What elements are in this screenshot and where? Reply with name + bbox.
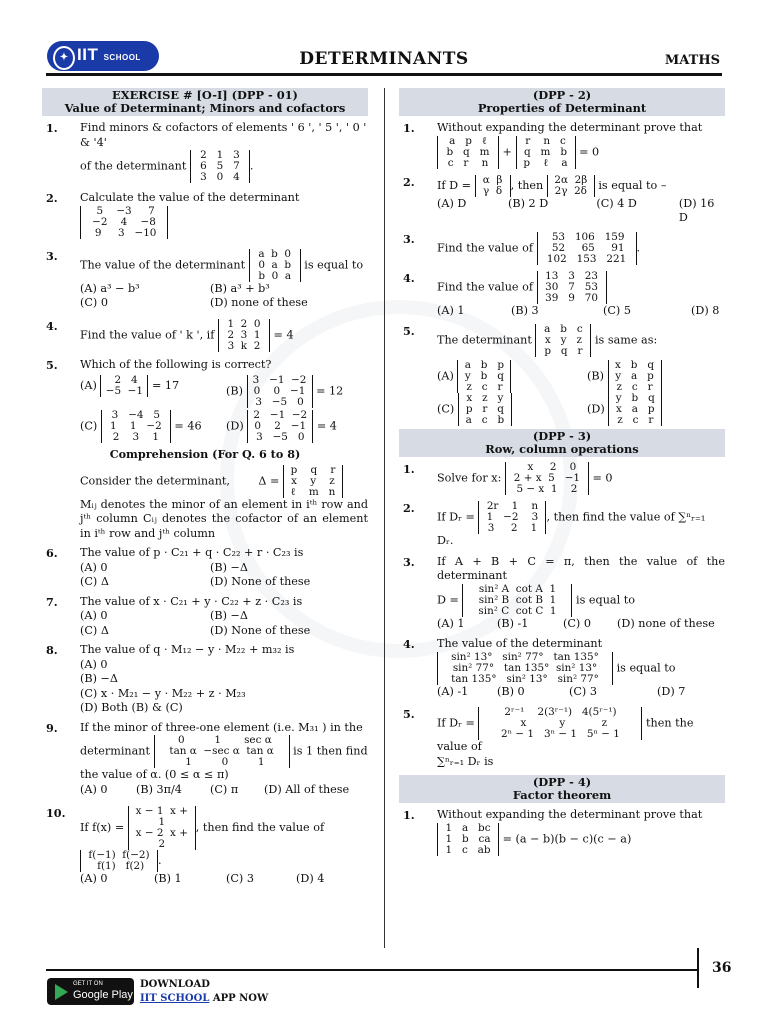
- google-play-badge[interactable]: GET IT ON Google Play: [47, 978, 134, 1005]
- question-4: 4. Find the value of ' k ', if 1 2 0 2 3 1 3 k 2 = 4: [46, 317, 294, 352]
- question-7: 7. The value of x · C₂₁ + y · C₂₂ + z · C₂₃ is (A) 0 (B) −Δ (C) Δ (D) None of these: [46, 594, 311, 637]
- logo-mark-icon: ✦: [53, 46, 75, 70]
- footer-vertical-rule: [697, 948, 699, 988]
- footer-divider: [46, 969, 698, 971]
- question-r11: 1. Without expanding the determinant prove that 1 a bc 1 b ca 1 c ab = (a − b)(b − c)(c − a): [403, 808, 703, 856]
- question-9: 9. If the minor of three-one element (i.e. M₃₁ ) in the determinant 0 1 sec α tan α −sec α tan α 1 0 1 is 1 then find the value of α. (0 ≤ α ≤ π) (A) 0 (B) 3π/4 (C) π (D) All of these: [46, 720, 368, 796]
- question-10: 10. If f(x) = x − 1 x + 1 x − 2 x + 2, then find the value of f(−1) f(−2) f(1) f(2) . (A) 0 (B) 1 (C) 3 (D) 4: [46, 805, 325, 885]
- question-6: 6. The value of p · C₂₁ + q · C₂₂ + r · C₂₃ is (A) 0 (B) −Δ (C) Δ (D) None of these: [46, 546, 311, 588]
- page-title: DETERMINANTS: [299, 49, 469, 69]
- question-r8: 3. If A + B + C = π, then the value of the determinant D = sin² A cot A 1 sin² B cot B 1 sin² C cot C 1 is equal to (A) 1 (B) -1 (C) 0 (D) none of these: [403, 554, 725, 630]
- question-1: 1. Find minors & cofactors of elements ' 6 ', ' 5 ', ' 0 ' & '4' of the determinant 2 1 3 6 5 7 3 0 4.: [46, 121, 367, 183]
- question-r2: 2. If D = α β γ δ , then 2α 2β 2γ 2δ is equal to – (A) D (B) 2 D (C) 4 D (D) 16 D: [403, 173, 715, 224]
- determinant: 5 −3 7 −2 4 −8 9 3 −10: [80, 206, 168, 239]
- question-2: 2. Calculate the value of the determinant 5 −3 7 −2 4 −8 9 3 −10: [46, 191, 300, 239]
- page-header: [0, 0, 768, 80]
- exercise-heading: EXERCISE # [O-I] (DPP - 01) Value of Determinant; Minors and cofactors: [42, 88, 368, 116]
- right-column: [399, 88, 725, 856]
- question-3: 3. The value of the determinant a b 0 0 a b b 0 a is equal to (A) a³ − b³ (B) a³ + b³ (C) 0 (D) none of these: [46, 247, 364, 309]
- subject-label: MATHS: [664, 53, 720, 68]
- question-r7: 2. If Dᵣ = 2r 1 n 1 −2 3 3 2 1, then find the value of ∑ⁿᵣ₌₁ Dᵣ.: [403, 500, 706, 547]
- question-5: 5. Which of the following is correct? (A) 2 4 −5 −1 = 17 (B) 3 −1 −2 0 0 −1 3 −5 0 = 12 (C) 3 −4 5 1 1 −2 2 3 1 = 46 (D) 2 −1 −2 0 2 −1 3 −5 0 = 4: [46, 357, 344, 443]
- iit-school-logo: ✦ IIT SCHOOL: [47, 41, 159, 71]
- comprehension-text: Consider the determinant, Δ = p q r x y z ℓ m n Mᵢⱼ denotes the minor of an element in iᵗʰ row and jᵗʰ column Cᵢⱼ denotes the cofactor of an element in iᵗʰ row and jᵗʰ column: [80, 463, 368, 540]
- left-column: [42, 88, 368, 887]
- determinant: 2 1 3 6 5 7 3 0 4: [190, 150, 250, 183]
- page-number: 36: [712, 960, 732, 976]
- play-store-icon: [55, 984, 68, 1000]
- question-r3: 3. Find the value of 53 106 159 52 65 91 102 153 221.: [403, 230, 641, 265]
- column-divider: [384, 88, 385, 948]
- comprehension-heading: Comprehension (For Q. 6 to 8): [109, 447, 301, 461]
- determinant: 1 2 0 2 3 1 3 k 2: [218, 319, 270, 352]
- question-8: 8. The value of q · M₁₂ − y · M₂₂ + m₃₂ is (A) 0 (B) −Δ (C) x · M₂₁ − y · M₂₂ + z · M₂₃ (D) Both (B) & (C): [46, 643, 295, 714]
- dpp4-heading: (DPP - 4) Factor theorem: [399, 775, 725, 803]
- question-r5: 5. The determinant a b c x y z p q r is same as: (A) a b p y b q z c r (B) x b q y a p z c r (C) x z y p r q a c b (D) y b q x a p z c r: [399, 324, 725, 426]
- iit-school-link[interactable]: IIT SCHOOL: [140, 993, 210, 1004]
- header-divider: [46, 73, 722, 76]
- dpp2-heading: (DPP - 2) Properties of Determinant: [399, 88, 725, 116]
- question-r10: 5. If Dᵣ = 2ʳ⁻¹ 2(3ʳ⁻¹) 4(5ʳ⁻¹) x y z 2ⁿ − 1 3ⁿ − 1 5ⁿ − 1 then the value of ∑ⁿᵣ₌₁ Dᵣ is: [403, 706, 694, 768]
- question-r9: 4. The value of the determinant sin² 13° sin² 77° tan 135° sin² 77° tan 135° sin² 13° tan 135° sin² 13° sin² 77° is equal to (A) -1 (B) 0 (C) 3 (D) 7: [403, 637, 686, 698]
- dpp3-heading: (DPP - 3) Row, column operations: [399, 429, 725, 457]
- question-r6: 1. Solve for x: x 2 0 2 + x 5 −1 5 − x 1 2 = 0: [403, 461, 613, 495]
- question-r1: 1. Without expanding the determinant prove that a p ℓ b q m c r n + r n c q m b p ℓ a = 0: [403, 121, 703, 169]
- determinant: a b 0 0 a b b 0 a: [249, 249, 301, 282]
- question-r4: 4. Find the value of 13 3 23 30 7 53 39 9 70 (A) 1 (B) 3 (C) 5 (D) 8: [403, 269, 720, 317]
- download-promo: DOWNLOAD IIT SCHOOL APP NOW: [140, 979, 269, 1004]
